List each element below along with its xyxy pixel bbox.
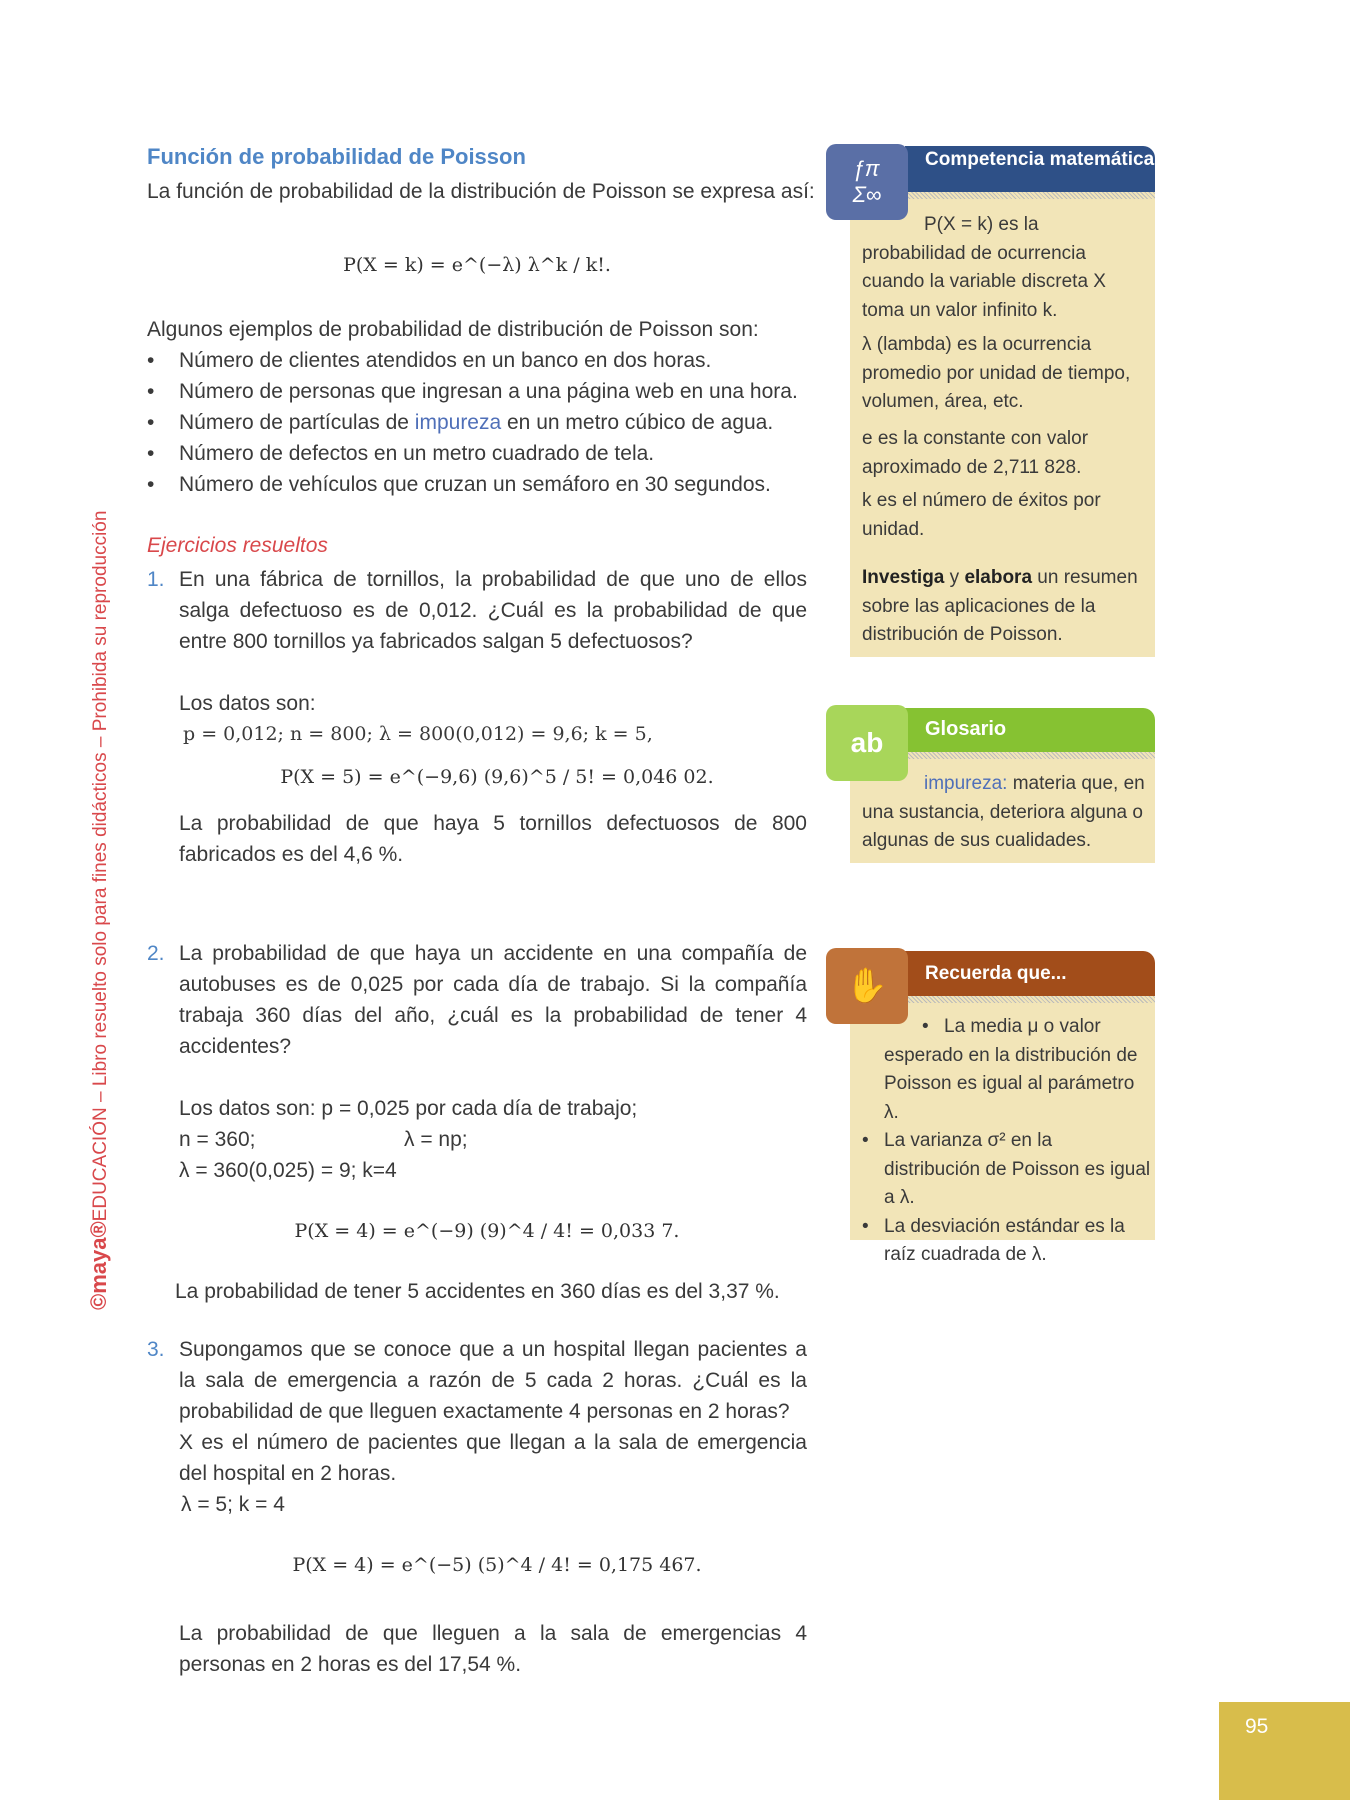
competencia-p2: λ (lambda) es la ocurrencia promedio por unidad de tiempo, volumen, área, etc. (862, 334, 1131, 412)
data-values: p = 0,012; n = 800; λ = 800(0,012) = 9,6; k = 5, (183, 723, 653, 745)
competencia-p1: P(X = k) es la probabilidad de ocurrencia cuando la variable discreta X toma un valor infinito k. (862, 214, 1106, 321)
glosario-title: Glosario (905, 708, 1155, 752)
data-line: λ = 360(0,025) = 9; k=4 (179, 1159, 397, 1182)
formula: P(X = 5) = e^(−9,6) (9,6)^5 / 5! = 0,046 02. (280, 766, 714, 788)
copyright-text: EDUCACIÓN – Libro resuelto solo para fines didácticos – Prohibida su reproducción (90, 510, 111, 1222)
page-number: 95 (1219, 1702, 1350, 1800)
data-line: n = 360; (179, 1128, 256, 1151)
text: un resumen sobre las aplicaciones de la distribución de Poisson. (862, 567, 1138, 645)
bold-text: elabora (964, 567, 1033, 588)
examples-list (147, 345, 817, 500)
list-item: • La varianza σ² en la distribución de Poisson es igual a λ. (862, 1127, 1152, 1213)
list-item: • La media μ o valor esperado en la distribución de Poisson es igual al parámetro λ. (862, 1013, 1152, 1127)
section-title: Función de probabilidad de Poisson (147, 144, 526, 169)
recuerda-title: Recuerda que... (905, 951, 1155, 996)
glossary-link-impureza[interactable]: impureza (414, 411, 502, 434)
exercise-number: 1. (147, 568, 165, 591)
main-formula: P(X = k) = e^(−λ) λ^k / k!. (343, 254, 611, 276)
glosario-def: materia que, en una sustancia, deteriora alguna o algunas de sus cualidades. (862, 773, 1145, 851)
recuerda-list (862, 1013, 1152, 1270)
exercise-2 (147, 938, 807, 1307)
exercise-result: La probabilidad de que haya 5 tornillos defectuosos de 800 fabricados es del 4,6 %. (179, 812, 807, 866)
maya-logo: ©maya® (86, 1221, 111, 1310)
exercise-number: 2. (147, 942, 165, 965)
glosario-definition (862, 770, 1147, 856)
formula: P(X = 4) = e^(−9) (9)^4 / 4! = 0,033 7. (294, 1220, 680, 1242)
list-item: • Número de clientes atendidos en un banco en dos horas. (147, 345, 817, 376)
formula: P(X = 4) = e^(−5) (5)^4 / 4! = 0,175 467. (292, 1554, 702, 1576)
exercise-text: La probabilidad de que haya un accidente en una compañía de autobuses es de 0,025 por cada día de trabajo. Si la compañía trabaja 360 días del año, ¿cuál es la probabilidad de tener 4 accidentes? (179, 942, 807, 1058)
exercise-result: La probabilidad de que lleguen a la sala de emergencias 4 personas en 2 horas es del 17,54 %. (179, 1622, 807, 1676)
exercise-result: La probabilidad de tener 5 accidentes en 360 días es del 3,37 %. (175, 1280, 780, 1303)
list-item-text: en un metro cúbico de agua. (501, 411, 774, 434)
data-line: λ = np; (404, 1128, 468, 1151)
list-item: • Número de vehículos que cruzan un semáforo en 30 segundos. (147, 469, 817, 500)
data-label: Los datos son: (179, 692, 316, 715)
competencia-p5 (862, 564, 1147, 650)
copyright-note (86, 480, 112, 1310)
list-item: • La desviación estándar es la raíz cuadrada de λ. (862, 1213, 1152, 1270)
exercise-text: En una fábrica de tornillos, la probabilidad de que uno de ellos salga defectuoso es de 0,012. ¿Cuál es la probabilidad de que entre 800 tornillos ya fabricados salgan 5 defectuosos? (179, 568, 807, 653)
exercise-number: 3. (147, 1338, 165, 1361)
glossary-abc-icon: ab (826, 705, 908, 781)
exercise-text: Supongamos que se conoce que a un hospital llegan pacientes a la sala de emergencia a razón de 5 cada 2 horas. ¿Cuál es la probabilidad de que lleguen exactamente 4 personas en 2 horas? (179, 1338, 807, 1423)
exercise-3 (147, 1334, 807, 1680)
list-item: • Número de personas que ingresan a una página web en una hora. (147, 376, 817, 407)
competencia-p3: e es la constante con valor aproximado de 2,711 828. (862, 428, 1089, 478)
intro-text: La función de probabilidad de la distribución de Poisson se expresa así: (147, 180, 815, 203)
data-line: λ = 5; k = 4 (181, 1493, 285, 1516)
exercise-1 (147, 564, 807, 870)
competencia-p4: k es el número de éxitos por unidad. (862, 490, 1101, 540)
data-line: Los datos son: p = 0,025 por cada día de trabajo; (179, 1097, 638, 1120)
list-item: • Número de defectos en un metro cuadrado de tela. (147, 438, 817, 469)
math-symbols-icon: ƒπ Σ∞ (826, 144, 908, 220)
exercises-title: Ejercicios resueltos (147, 534, 328, 557)
competencia-title: Competencia matemática (905, 146, 1155, 192)
exercise-text: X es el número de pacientes que llegan a la sala de emergencia del hospital en 2 horas. (179, 1431, 807, 1485)
text: y (944, 567, 965, 588)
examples-intro: Algunos ejemplos de probabilidad de distribución de Poisson son: (147, 318, 759, 341)
list-item (147, 407, 817, 438)
list-item-text: Número de partículas de (179, 411, 415, 434)
bold-text: Investiga (862, 567, 945, 588)
finger-string-icon: ✋ (826, 948, 908, 1024)
glosario-term: impureza: (924, 773, 1008, 794)
